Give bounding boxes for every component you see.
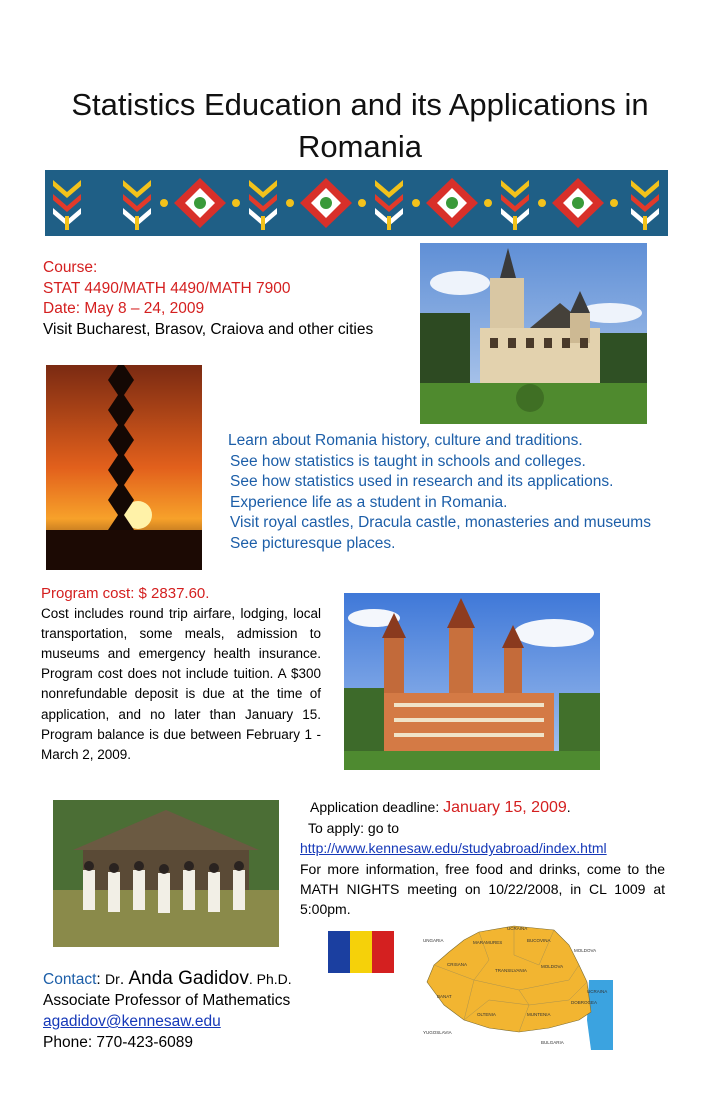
romania-flag-icon: [328, 931, 394, 973]
map-label-crisana: CRISANA: [447, 962, 468, 967]
highlight-places: See picturesque places.: [230, 534, 396, 552]
contact-title-dr: Dr: [105, 971, 120, 987]
program-cost-title: Program cost: $ 2837.60.: [41, 585, 210, 602]
math-nights-info: For more information, free food and drinks, come to the MATH NIGHTS meeting on 10/22/2008, in CL 1009 at 5:00pm.: [300, 860, 665, 918]
contact-phone: Phone: 770-423-6089: [43, 1034, 193, 1051]
map-label-bulgaria: BULGARIA: [541, 1040, 564, 1045]
monastery-photo: [344, 593, 600, 770]
deadline-date: January 15, 2009: [443, 799, 567, 816]
folk-embroidery-banner: [45, 170, 668, 236]
highlight-student-life: Experience life as a student in Romania.: [230, 493, 508, 511]
contact-name: Anda Gadidov: [128, 968, 249, 989]
contact-colon: :: [96, 971, 106, 988]
romania-regions-map: [419, 920, 613, 1050]
page-title: Statistics Education and its Applications in Romania: [71, 87, 649, 164]
deadline-label: Application deadline: [310, 799, 436, 815]
program-cost-details: Cost includes round trip airfare, lodging, local transportation, some meals, admission to museums and emergency health insurance. Program cost does not include tuition. A $300 nonrefundable deposit is due at the time of application, and no later than January 15. Program balance is due between February 1 - March 2, 2009.: [41, 606, 321, 762]
course-date: Date: May 8 – 24, 2009: [43, 300, 205, 317]
application-section: [300, 797, 665, 919]
contact-position: Associate Professor of Mathematics: [43, 992, 291, 1009]
folk-dancers-photo: [53, 800, 279, 947]
contact-name-line: [43, 968, 343, 990]
map-label-ukraine-top: UCRAINA: [507, 926, 528, 931]
deadline-colon: :: [435, 799, 444, 815]
map-label-bucovina: BUCOVINA: [527, 938, 551, 943]
map-label-moldova-region: MOLDOVA: [541, 964, 564, 969]
map-label-transilvania: TRANSILVANIA: [495, 968, 527, 973]
map-label-yugoslavia: YUGOSLAVIA: [423, 1030, 452, 1035]
course-label: Course:: [43, 259, 98, 276]
contact-label: Contact: [43, 971, 97, 988]
peles-castle-photo: [420, 243, 647, 424]
map-label-hungary: UNGARIA: [423, 938, 444, 943]
course-cities: Visit Bucharest, Brasov, Craiova and other cities: [43, 320, 374, 338]
contact-section: [43, 968, 343, 1053]
course-info: [43, 258, 423, 340]
to-apply-text: To apply: go to: [308, 820, 400, 837]
map-label-oltenia: OLTENIA: [477, 1012, 496, 1017]
map-label-muntenia: MUNTENIA: [527, 1012, 551, 1017]
map-label-banat: BANAT: [437, 994, 452, 999]
deadline-period: .: [566, 799, 571, 815]
endless-column-sunset-photo: [46, 365, 202, 570]
deadline-line: [300, 797, 665, 818]
map-label-moldova: MOLDOVA: [574, 948, 597, 953]
contact-dot: .: [119, 971, 129, 988]
map-label-maramures: MARAMURES: [473, 940, 503, 945]
study-abroad-link[interactable]: http://www.kennesaw.edu/studyabroad/index.html: [300, 840, 607, 857]
highlight-schools: See how statistics is taught in schools and colleges.: [230, 452, 586, 470]
highlight-history: Learn about Romania history, culture and traditions.: [228, 432, 583, 449]
learning-highlights: [228, 431, 698, 554]
contact-email-link[interactable]: agadidov@kennesaw.edu: [43, 1013, 221, 1030]
highlight-castles: Visit royal castles, Dracula castle, monasteries and museums: [230, 514, 651, 531]
course-numbers: STAT 4490/MATH 4490/MATH 7900: [43, 279, 291, 297]
map-label-ukraine-right: UCRAINA: [587, 989, 608, 994]
contact-degree: . Ph.D.: [248, 971, 292, 987]
map-label-dobrogea: DOBROGEA: [571, 1000, 598, 1005]
highlight-research: See how statistics used in research and its applications.: [230, 473, 614, 490]
program-cost-section: [41, 584, 321, 765]
